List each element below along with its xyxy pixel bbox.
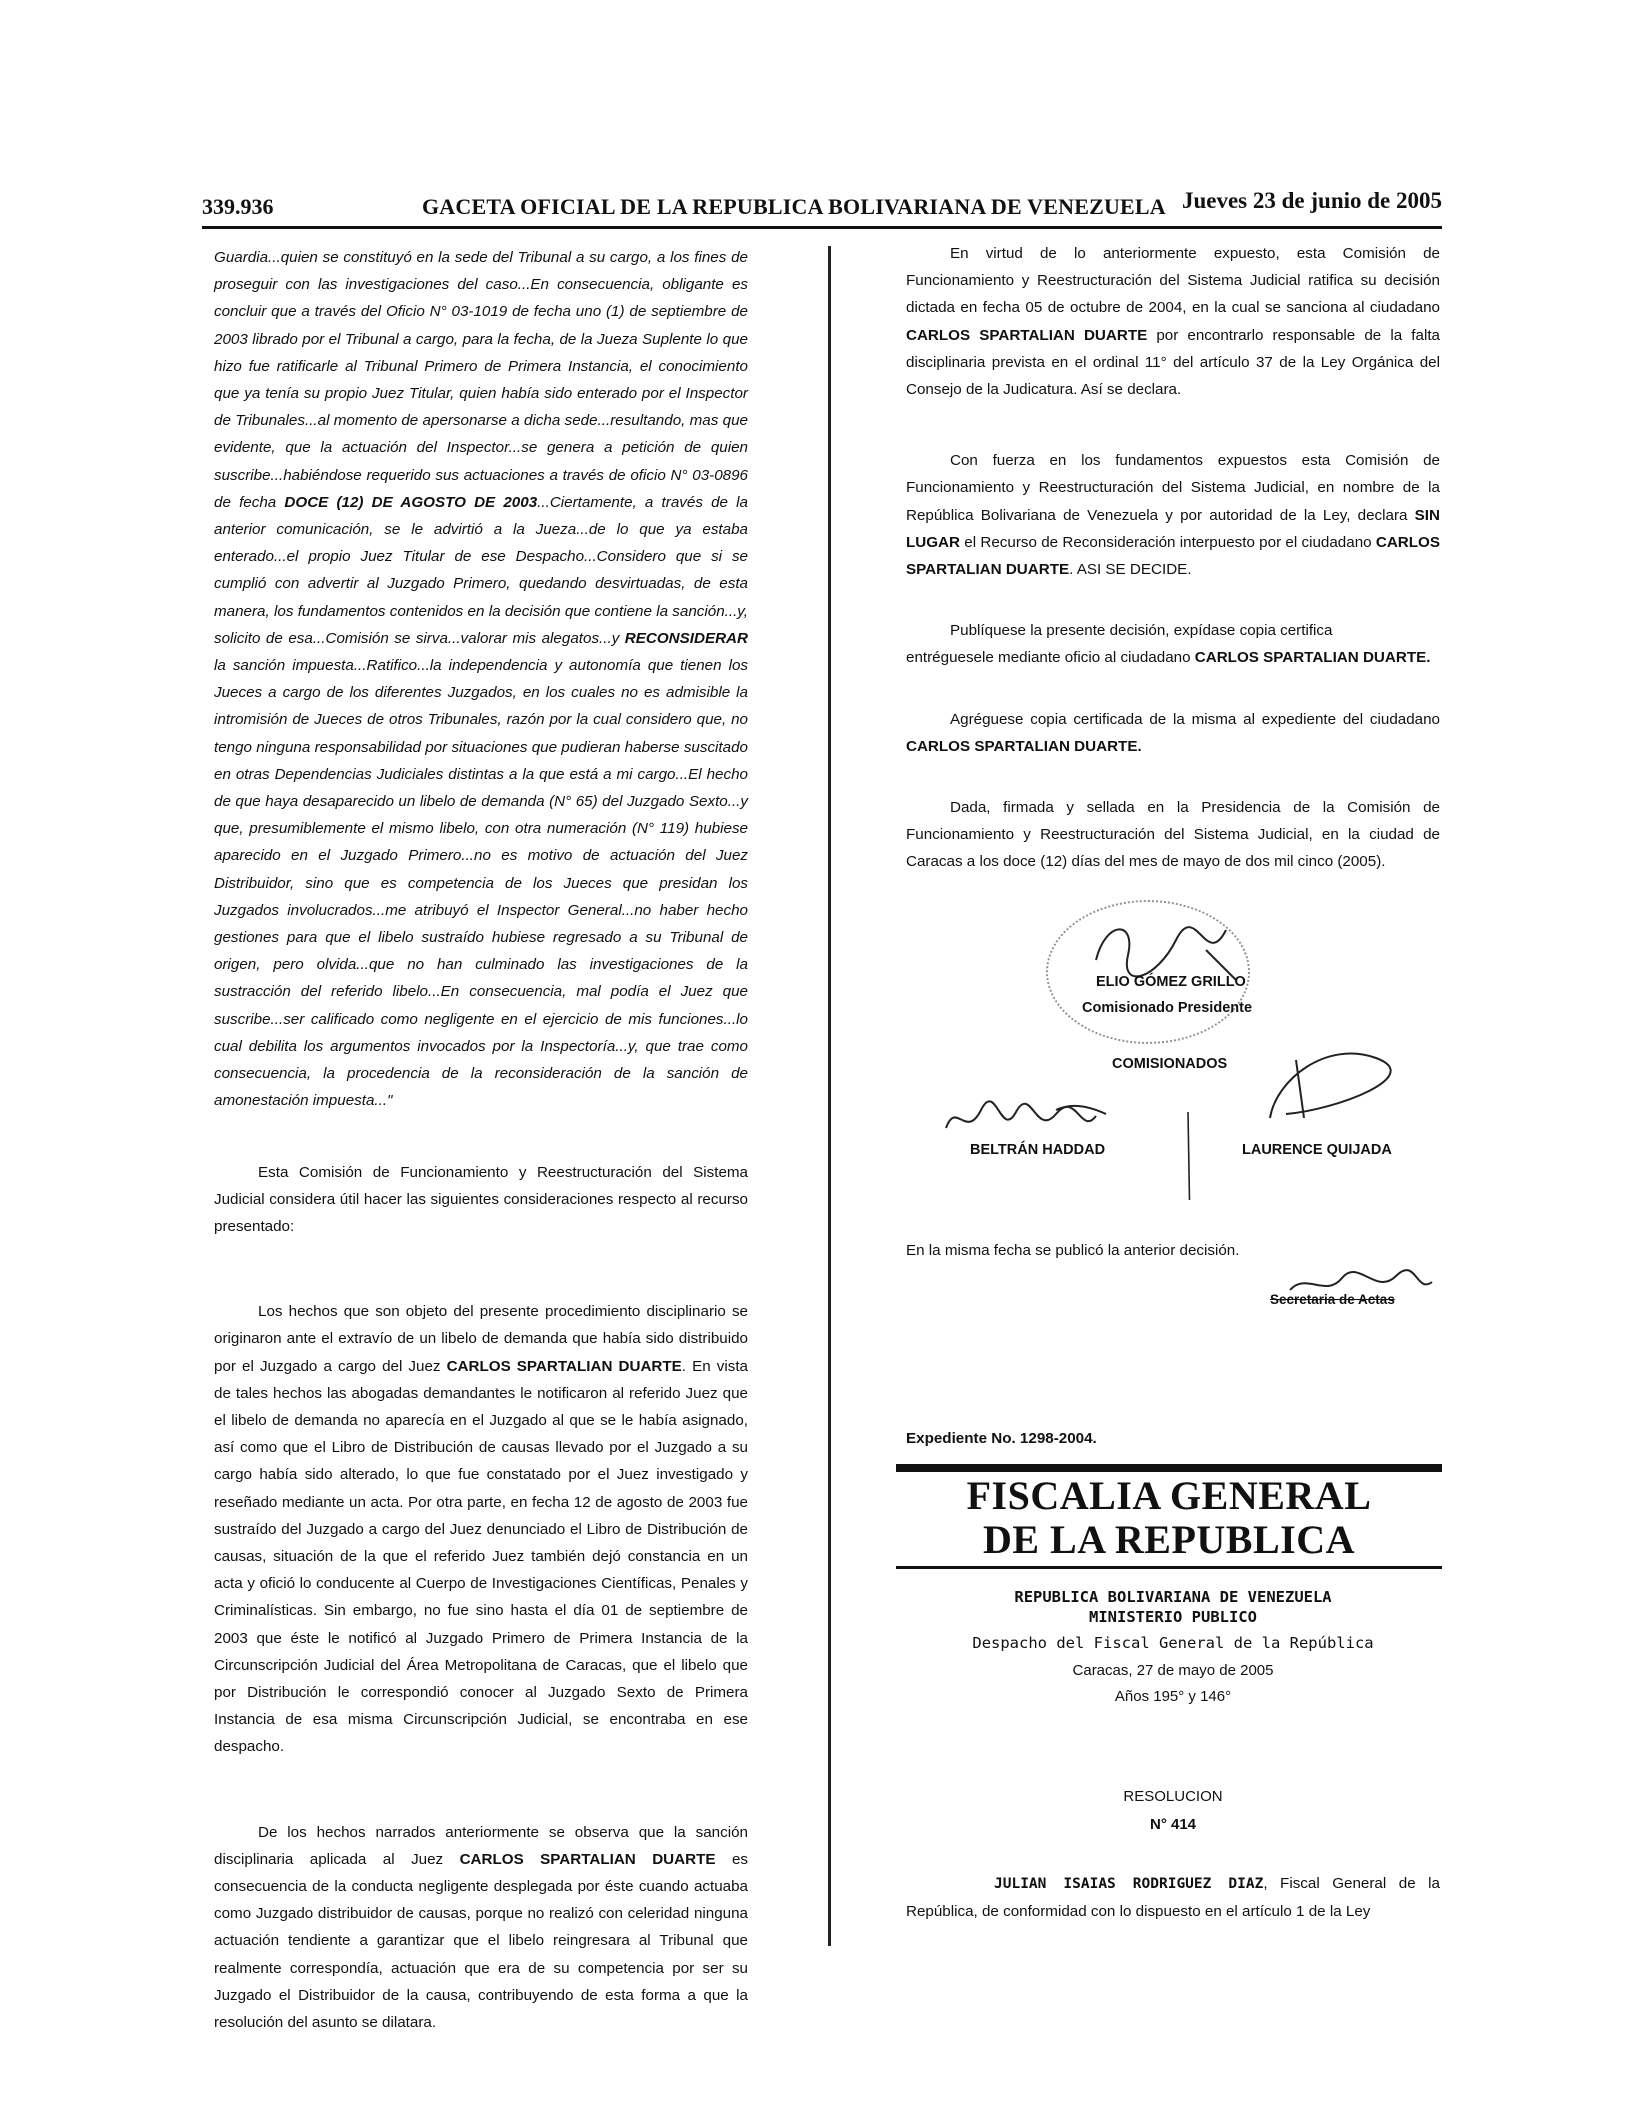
facts-text-a: Los hechos que son objeto del presente procedimiento disciplinario se originaron ante el extravío de un libelo de demanda que había sido distribuido por el Juzgado a cargo del Juez	[214, 1303, 748, 1375]
commissioner-quijada: LAURENCE QUIJADA	[1242, 1142, 1392, 1158]
publish-text-b: entréguesele mediante oficio al ciudadano	[906, 649, 1195, 667]
issue-date: Jueves 23 de junio de 2005	[1181, 188, 1442, 213]
resolution-number: N° 414	[1149, 1816, 1197, 1833]
sanction-analysis-paragraph	[214, 1819, 748, 2037]
signed-paragraph: Dada, firmada y sellada en la Presidencia de la Comisión de Funcionamiento y Reestructuración del Sistema Judicial, en la ciudad de Caracas a los doce (12) días del mes de mayo de dos mil cinco (2005).	[906, 799, 1440, 871]
attach-judge-name: CARLOS SPARTALIAN DUARTE.	[906, 737, 1142, 755]
president-role: Comisionado Presidente	[1082, 1000, 1253, 1016]
commissioner-haddad: BELTRÁN HADDAD	[970, 1142, 1106, 1158]
resolution-label: RESOLUCION	[1123, 1788, 1223, 1805]
quote-text-2: ...Ciertamente, a través de la anterior comunicación, se le advirtió a la Jueza...de lo que ya estaba enterado...el propio Juez Titular de ese Despacho...Considero que si se cumplió con advertir al Juzgado Primero, quedando desvirtuadas, de esta manera, los fundamentos contenidos en la decisión que contiene la sanción...y, solicito de esa...Comisión se sirva...valorar mis alegatos...y	[214, 493, 748, 647]
file-number: Expediente No. 1298-2004.	[906, 1430, 1097, 1447]
left-column	[214, 244, 748, 2036]
publication-note: En la misma fecha se publicó la anterior decisión.	[906, 1242, 1240, 1259]
attach-text: Agréguese copia certificada de la misma al expediente del ciudadano	[950, 710, 1440, 728]
quote-text-1: Guardia...quien se constituyó en la sede del Tribunal a su cargo, a los fines de proseguir con las investigaciones del caso...En consecuencia, obligante es concluir que a través del Oficio N° 03-1019 de fecha uno (1) de septiembre de 2003 librado por el Tribunal a cargo, para la fecha, de la Jueza Suplente lo que hizo fue ratificarle al Tribunal Primero de Primera Instancia, el conocimiento que ya tenía su propio Juez Titular, quien había sido enterado por el Inspector de Tribunales...al momento de apersonarse a dicha sede...resultando, mas que evidente, que la actuación del Inspector...se genera a petición de quien suscribe...habiéndose requerido sus actuaciones a través de oficio N° 03-0896 de fecha	[214, 249, 748, 511]
decision-paragraph	[906, 447, 1440, 583]
signature-block	[906, 900, 1440, 1330]
quote-bold-reconsiderar: RECONSIDERAR	[624, 629, 748, 647]
analysis-text-a: De los hechos narrados anteriormente se observa que la sanción disciplinaria aplicada al Juez	[214, 1823, 748, 1868]
fiscalia-title-line1: FISCALIA GENERAL	[966, 1473, 1372, 1518]
right-column	[906, 240, 1440, 876]
decision-text-c: . ASI SE DECIDE.	[1069, 561, 1192, 579]
decision-sin-lugar: SIN LUGAR	[906, 506, 1440, 551]
column-divider	[828, 246, 831, 1946]
quoted-allegations	[214, 244, 748, 1115]
ratify-text-b: por encontrarlo responsable de la falta disciplinaria prevista en el ordinal 11° del artículo 37 de la Ley Orgánica del Consejo de la Judicatura. Así se declara.	[906, 326, 1440, 399]
attach-copy-paragraph	[906, 706, 1440, 760]
office-line: Despacho del Fiscal General de la República	[972, 1634, 1374, 1652]
resolution-opening-text: , Fiscal General de la República, de conformidad con lo dispuesto en el artículo 1 de la Ley	[906, 1875, 1440, 1920]
ratify-text-a: En virtud de lo anteriormente expuesto, esta Comisión de Funcionamiento y Reestructuración del Sistema Judicial ratifica su decisión dictada en fecha 05 de octubre de 2004, en la cual se sanciona al ciudadano	[906, 245, 1440, 317]
gazette-title: GACETA OFICIAL DE LA REPUBLICA BOLIVARIANA DE VENEZUELA	[422, 194, 1166, 219]
commissioners-heading: COMISIONADOS	[1112, 1056, 1228, 1072]
analysis-judge-name: CARLOS SPARTALIAN DUARTE	[459, 1850, 716, 1868]
quote-bold-date: DOCE (12) DE AGOSTO DE 2003	[284, 493, 538, 511]
publish-judge-name: CARLOS SPARTALIAN DUARTE.	[1194, 649, 1431, 667]
facts-judge-name: CARLOS SPARTALIAN DUARTE	[446, 1357, 682, 1375]
ministry-line: MINISTERIO PUBLICO	[1089, 1608, 1257, 1626]
header-rule	[202, 226, 1442, 229]
analysis-text-b: es consecuencia de la conducta negligente desplegada por éste cuando actuaba como Juzgado distribuidor de causas, porque no realizó con celeridad ninguna actuación tendiente a garantizar que el libelo reingresara al Tribunal que realmente correspondía, actuación que era de su competencia por ser su Juzgado el Distribuidor de la causa, contribuyendo de esta forma a que la resolución del asunto se dilatara.	[214, 1850, 748, 2031]
resolution-opening-paragraph	[906, 1870, 1440, 1926]
fiscalia-title-line2: DE LA REPUBLICA	[982, 1517, 1355, 1562]
decision-text-a: Con fuerza en los fundamentos expuestos esta Comisión de Funcionamiento y Reestructuración del Sistema Judicial, en nombre de la República Bolivariana de Venezuela y por autoridad de la Ley, declara	[906, 452, 1440, 524]
banner-rule-top	[896, 1464, 1442, 1472]
publish-paragraph	[906, 617, 1440, 671]
page-header	[202, 186, 1442, 226]
republic-line: REPUBLICA BOLIVARIANA DE VENEZUELA	[1014, 1588, 1332, 1606]
ratify-judge-name: CARLOS SPARTALIAN DUARTE	[906, 326, 1148, 344]
fiscalia-title	[896, 1474, 1442, 1562]
facts-paragraph	[214, 1298, 748, 1760]
decision-text-b: el Recurso de Reconsideración interpuesto por el ciudadano	[960, 533, 1376, 551]
decision-judge-name: CARLOS SPARTALIAN DUARTE	[906, 533, 1440, 579]
president-name: ELIO GÓMEZ GRILLO	[1096, 974, 1246, 990]
fiscal-general-name: JULIAN ISAIAS RODRIGUEZ DIAZ	[994, 1876, 1264, 1892]
publish-text-a: Publíquese la presente decisión, expídase copia certifica	[950, 622, 1333, 640]
place-date-line: Caracas, 27 de mayo de 2005	[1072, 1662, 1274, 1679]
ratification-paragraph	[906, 240, 1440, 403]
facts-text-b: . En vista de tales hechos las abogadas demandantes le notificaron al referido Juez que el libelo de demanda no aparecía en el Juzgado al que se le había asignado, así como que el Libro de Distribución de causas llevado por el Juzgado a su cargo había sido alterado, lo que fue constatado por el Juez investigado y reseñado mediante un acta. Por otra parte, en fecha 12 de agosto de 2003 fue sustraído del Juzgado a cargo del Juez denunciado el Libro de Distribución de causas, situación de la que el referido Juez también dejó constancia en un acta y ofició lo conducente al Cuerpo de Investigaciones Científicas, Penales y Criminalísticas. Sin embargo, no fue sino hasta el día 01 de septiembre de 2003 que éste le notificó al Juzgado Primero de Primera Instancia de la Circunscripción Judicial del Área Metropolitana de Caracas, que el libelo que por Distribución le correspondió conocer al Juzgado Sexto de Primera Instancia de esa misma Circunscripción Judicial, se encontraba en ese despacho.	[214, 1357, 748, 1756]
quote-text-3: la sanción impuesta...Ratifico...la independencia y autonomía que tienen los Jueces a cargo de los diferentes Juzgados, en los cuales no es admisible la intromisión de Jueces de otros Tribunales, razón por la cual considero que, no tengo ninguna responsabilidad por situaciones que pudieran haberse suscitado en otras Dependencias Judiciales distintas a la que está a mi cargo...El hecho de que haya desaparecido un libelo de demanda (N° 65) del Juzgado Sexto...y que, presumiblemente el mismo libelo, con otra numeración (N° 119) hubiese aparecido en el Juzgado Primero...no es motivo de actuación del Juez Distribuidor, sino que es competencia de los Jueces que presidan los Juzgados involucrados...me atribuyó el Inspector General...no haber hecho gestiones para que el libelo sustraído hubiese regresado a su Tribunal de origen, pero olvida...que no han culminado las investigaciones de la sustracción del referido libelo...En consecuencia, mal podía el Juez que suscribe...ser calificado como negligente en el ejercicio de mis funciones...lo cual debilita los argumentos invocados por la Inspectoría...y, que trae como consecuencia, la procedencia de la reconsideración de la sanción de amonestación impuesta..."	[214, 657, 748, 1110]
banner-rule-bottom	[896, 1566, 1442, 1569]
years-line: Años 195° y 146°	[1114, 1688, 1232, 1705]
considerations-intro: Esta Comisión de Funcionamiento y Reestructuración del Sistema Judicial considera útil hacer las siguientes consideraciones respecto al recurso presentado:	[214, 1163, 748, 1235]
secretary-label: Secretaria de Actas	[1270, 1292, 1395, 1307]
page-number: 339.936	[202, 194, 274, 219]
